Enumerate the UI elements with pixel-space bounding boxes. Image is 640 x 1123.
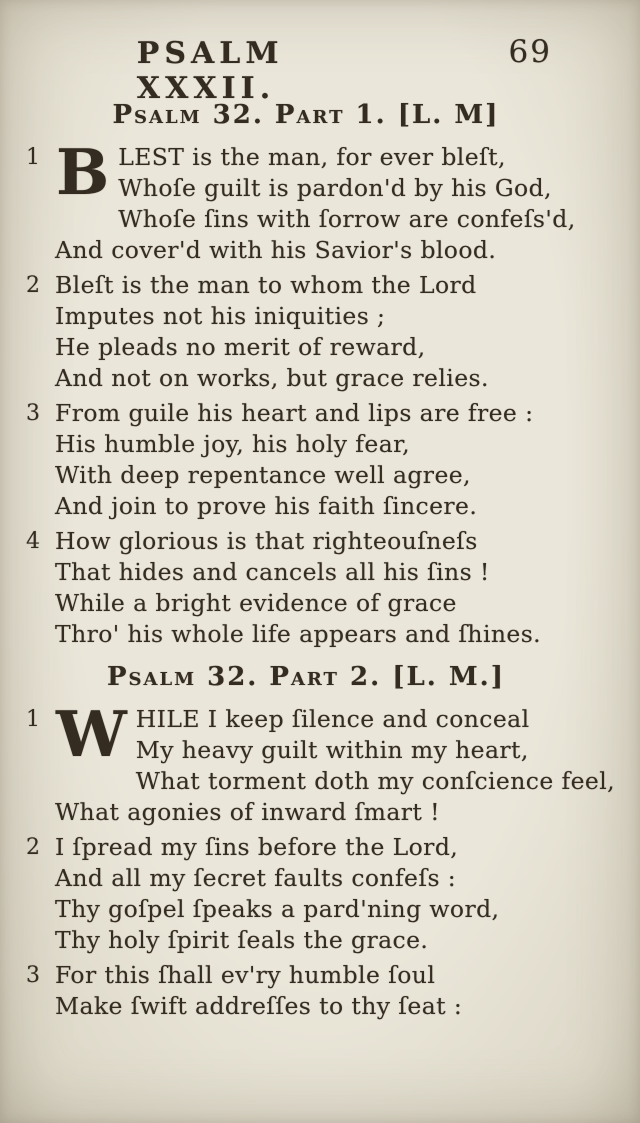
verse-line: Whoſe guilt is pardon'd by his God, xyxy=(118,174,552,202)
verse-line: His humble joy, his holy fear, xyxy=(55,430,411,458)
verse-line: My heavy guilt within my heart, xyxy=(135,736,529,764)
verse-line: And not on works, but grace relies. xyxy=(55,364,489,392)
verse-line: Imputes not his iniquities ; xyxy=(55,302,386,330)
verse-body xyxy=(55,526,580,650)
drop-cap: B xyxy=(56,135,110,209)
verse-line: I ſpread my ſins before the Lord, xyxy=(55,833,459,861)
verse xyxy=(26,526,580,650)
verse-line: LEST is the man, for ever bleſt, xyxy=(118,143,506,171)
verse-line: With deep repentance well agree, xyxy=(55,461,471,489)
verse-line: HILE I keep ſilence and conceal xyxy=(135,705,530,733)
verse xyxy=(26,398,580,522)
verse xyxy=(26,960,580,1022)
verse-line: Bleſt is the man to whom the Lord xyxy=(55,271,477,299)
verse-line: Thy goſpel ſpeaks a pard'ning word, xyxy=(55,895,500,923)
verse-line: Thro' his whole life appears and ſhines. xyxy=(55,620,542,648)
verse-line: And join to prove his faith ſincere. xyxy=(55,492,478,520)
page-number: 69 xyxy=(508,34,552,70)
verse-line: Thy holy ſpirit ſeals the grace. xyxy=(55,926,429,954)
verse-body xyxy=(55,697,616,828)
verse-body xyxy=(55,398,580,522)
verse-line: For this ſhall ev'ry humble ſoul xyxy=(55,961,436,989)
verse xyxy=(26,270,580,394)
verse-line: What torment doth my conſcience feel, xyxy=(135,767,616,795)
verse-line: Whoſe ſins with ſorrow are confeſs'd, xyxy=(118,205,576,233)
running-title: PSALM XXXII. xyxy=(136,36,284,106)
verse-number: 1 xyxy=(26,145,40,170)
verse-line: That hides and cancels all his ſins ! xyxy=(55,558,490,586)
verse xyxy=(26,832,580,956)
verse-line: Make ſwift addreſſes to thy ſeat : xyxy=(55,992,463,1020)
verse xyxy=(26,135,580,266)
verse-number: 2 xyxy=(26,273,40,298)
verse-line: What agonies of inward ſmart ! xyxy=(55,798,440,826)
verse xyxy=(26,697,616,828)
psalm-part-2 xyxy=(26,662,616,1022)
section-heading-part-1: Psalm 32. Part 1. [L. M] xyxy=(112,100,500,130)
verse-line: And all my ſecret faults confeſs : xyxy=(55,864,457,892)
verse-body xyxy=(55,135,580,266)
verse-number: 3 xyxy=(26,401,40,426)
verse-body xyxy=(55,960,580,1022)
verse-number: 4 xyxy=(26,529,40,554)
verse-number: 3 xyxy=(26,963,40,988)
verse-number: 2 xyxy=(26,835,40,860)
page-header xyxy=(26,30,580,106)
verse-line: From guile his heart and lips are free : xyxy=(55,399,534,427)
verse-line: And cover'd with his Savior's blood. xyxy=(55,236,497,264)
verse-line: While a bright evidence of grace xyxy=(55,589,457,617)
verse-body xyxy=(55,270,580,394)
verse-line: How glorious is that righteouſneſs xyxy=(55,527,478,555)
section-heading-part-2: Psalm 32. Part 2. [L. M.] xyxy=(106,662,506,692)
verse-line: He pleads no merit of reward, xyxy=(55,333,426,361)
verse-number: 1 xyxy=(26,707,40,732)
psalm-part-1 xyxy=(26,100,580,650)
drop-cap: W xyxy=(56,697,127,771)
verse-body xyxy=(55,832,580,956)
